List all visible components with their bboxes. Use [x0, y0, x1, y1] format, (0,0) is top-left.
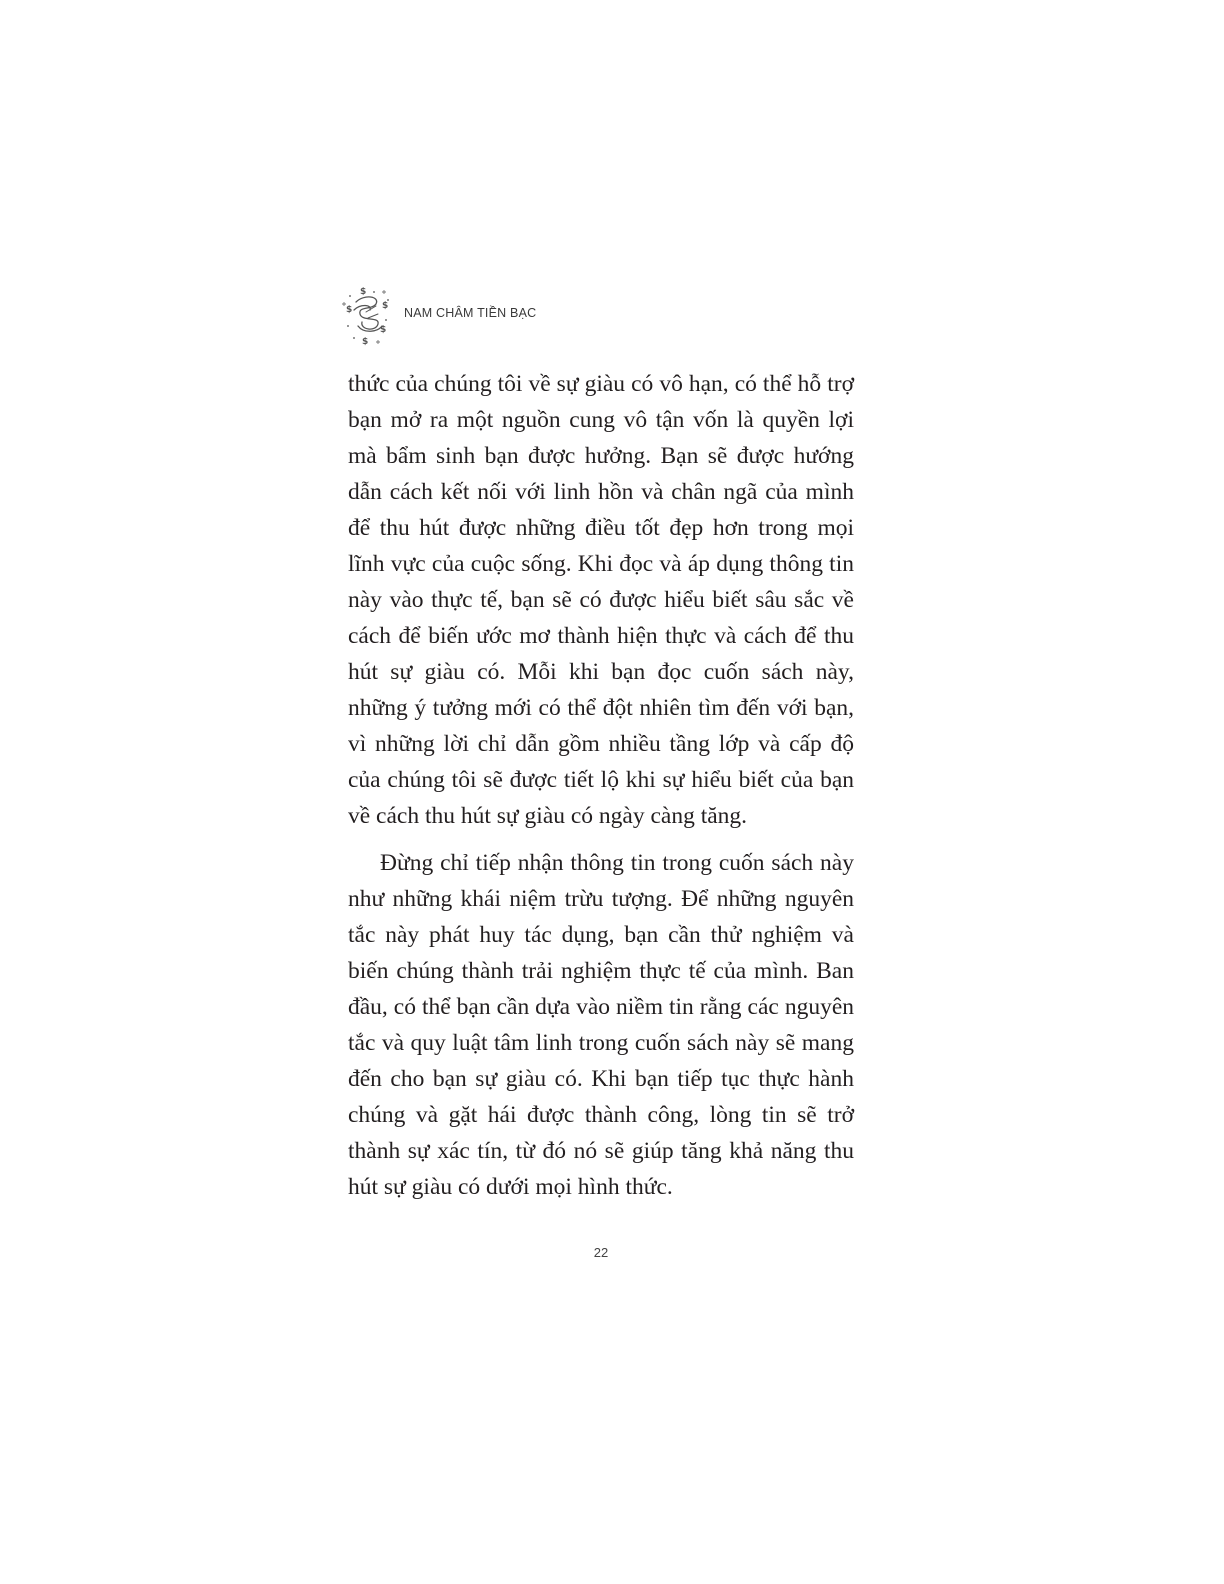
money-swirl-logo-icon: [338, 282, 398, 348]
running-header-title: NAM CHÂM TIỀN BẠC: [404, 306, 537, 320]
svg-text:$: $: [362, 337, 369, 347]
svg-text:$: $: [380, 325, 387, 335]
body-text: [348, 366, 854, 1205]
page-number: 22: [593, 1245, 609, 1260]
svg-text:$: $: [382, 301, 389, 311]
svg-text:$: $: [346, 305, 353, 315]
paragraph: thức của chúng tôi về sự giàu có vô hạn, có thể hỗ trợ bạn mở ra một nguồn cung vô tận vốn là quyền lợi mà bẩm sinh bạn được hưởng. Bạn sẽ được hướng dẫn cách kết nối với linh hồn và chân ngã của mình để thu hút được những điều tốt đẹp hơn trong mọi lĩnh vực của cuộc sống. Khi đọc và áp dụng thông tin này vào thực tế, bạn sẽ có được hiểu biết sâu sắc về cách để biến ước mơ thành hiện thực và cách để thu hút sự giàu có. Mỗi khi bạn đọc cuốn sách này, những ý tưởng mới có thể đột nhiên tìm đến với bạn, vì những lời chỉ dẫn gồm nhiều tầng lớp và cấp độ của chúng tôi sẽ được tiết lộ khi sự hiểu biết của bạn về cách thu hút sự giàu có ngày càng tăng.: [348, 371, 854, 829]
svg-text:$: $: [360, 287, 367, 297]
running-header: [338, 282, 536, 348]
paragraph: Đừng chỉ tiếp nhận thông tin trong cuốn sách này như những khái niệm trừu tượng. Để những nguyên tắc này phát huy tác dụng, bạn cần thử nghiệm và biến chúng thành trải nghiệm thực tế của mình. Ban đầu, có thể bạn cần dựa vào niềm tin rằng các nguyên tắc và quy luật tâm linh trong cuốn sách này sẽ mang đến cho bạn sự giàu có. Khi bạn tiếp tục thực hành chúng và gặt hái được thành công, lòng tin sẽ trở thành sự xác tín, từ đó nó sẽ giúp tăng khả năng thu hút sự giàu có dưới mọi hình thức.: [348, 850, 854, 1200]
